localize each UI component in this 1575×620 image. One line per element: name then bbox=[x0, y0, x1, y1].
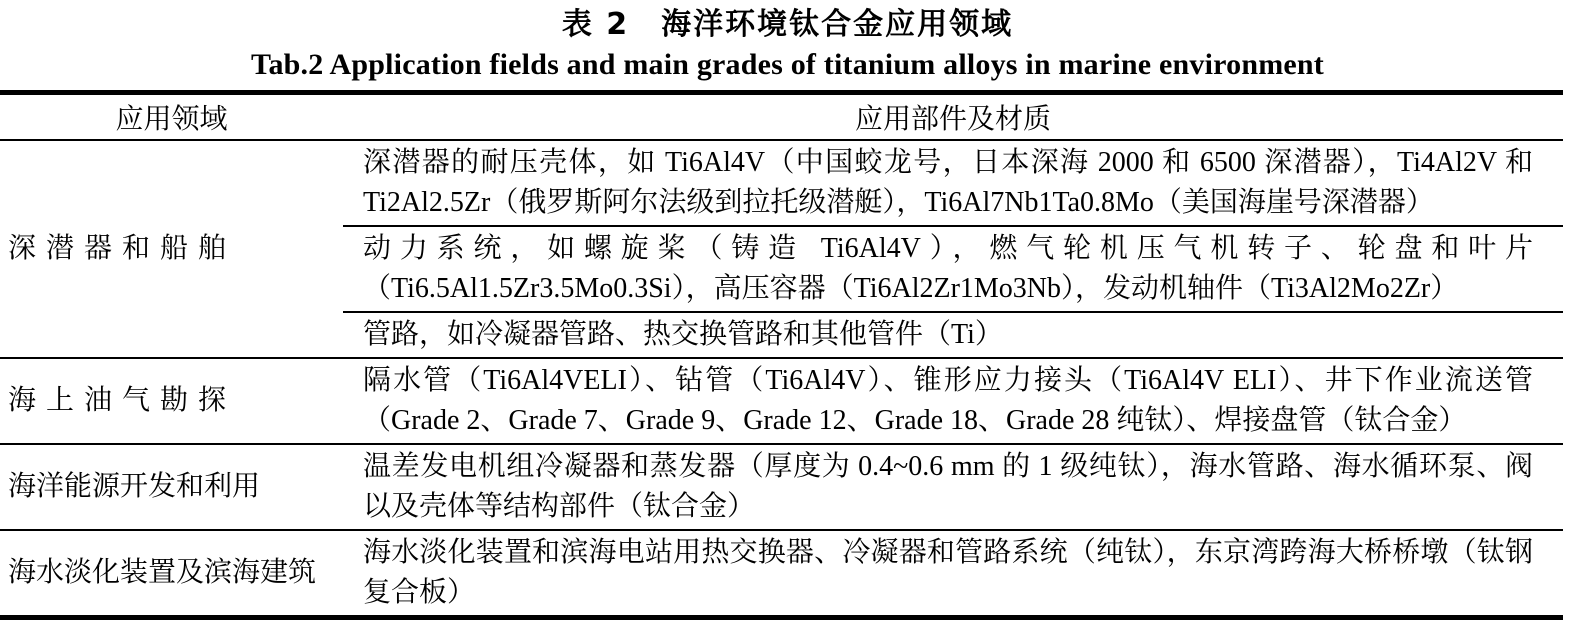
row-content bbox=[343, 445, 1563, 529]
row-content bbox=[343, 141, 1563, 357]
header-cell-application-field: 应用领域 bbox=[115, 104, 228, 135]
table-caption-zh: 表 2 海洋环境钛合金应用领域 bbox=[561, 7, 1014, 42]
entry-pressure-hulls: 深潜器的耐压壳体，如 Ti6Al4V（中国蛟龙号，日本深海 2000 和 6500 深潜器），Ti4Al2V 和 Ti2Al2.5Zr（俄罗斯阿尔法级到拉托级潜艇），Ti6Al7Nb1Ta0.8Mo（美国海崖号深潜器） bbox=[343, 141, 1563, 227]
table-row bbox=[0, 445, 1563, 531]
row-content bbox=[343, 359, 1563, 443]
entry-desalination-heat-exchangers: 海水淡化装置和滨海电站用热交换器、冷凝器和管路系统（纯钛），东京湾跨海大桥桥墩（钛钢复合板） bbox=[363, 537, 1533, 608]
row-label-submersibles-ships: 深潜器和船舶 bbox=[8, 233, 237, 264]
application-fields-table bbox=[0, 90, 1563, 620]
table-row bbox=[0, 359, 1563, 445]
header-cell-parts-and-materials: 应用部件及材质 bbox=[854, 104, 1051, 135]
row-content bbox=[343, 531, 1563, 615]
table-row bbox=[0, 141, 1563, 359]
entry-risers-drill-pipes: 隔水管（Ti6Al4VELI）、钻管（Ti6Al4V）、锥形应力接头（Ti6Al4V ELI）、井下作业流送管（Grade 2、Grade 7、Grade 9、Grade 12、Grade 18、Grade 28 纯钛）、焊接盘管（钛合金） bbox=[363, 365, 1533, 436]
entry-otec-condensers: 温差发电机组冷凝器和蒸发器（厚度为 0.4~0.6 mm 的 1 级纯钛），海水管路、海水循环泵、阀以及壳体等结构部件（钛合金） bbox=[363, 451, 1533, 522]
entry-piping: 管路，如冷凝器管路、热交换管路和其他管件（Ti） bbox=[363, 319, 1003, 350]
table-row bbox=[0, 531, 1563, 615]
row-label-desalination-coastal: 海水淡化装置及滨海建筑 bbox=[8, 557, 317, 588]
row-label-ocean-energy: 海洋能源开发和利用 bbox=[8, 471, 261, 502]
row-label-offshore-oil-gas: 海上油气勘探 bbox=[8, 385, 237, 416]
table-caption-en: Tab.2 Application fields and main grades of titanium alloys in marine environment bbox=[251, 48, 1324, 81]
entry-power-systems: 动力系统，如螺旋桨（铸造 Ti6Al4V），燃气轮机压气机转子、轮盘和叶片（Ti6.5Al1.5Zr3.5Mo0.3Si），高压容器（Ti6Al2Zr1Mo3Nb），发动机轴件（Ti3Al2Mo2Zr） bbox=[343, 227, 1563, 313]
table-header-row bbox=[0, 95, 1563, 141]
